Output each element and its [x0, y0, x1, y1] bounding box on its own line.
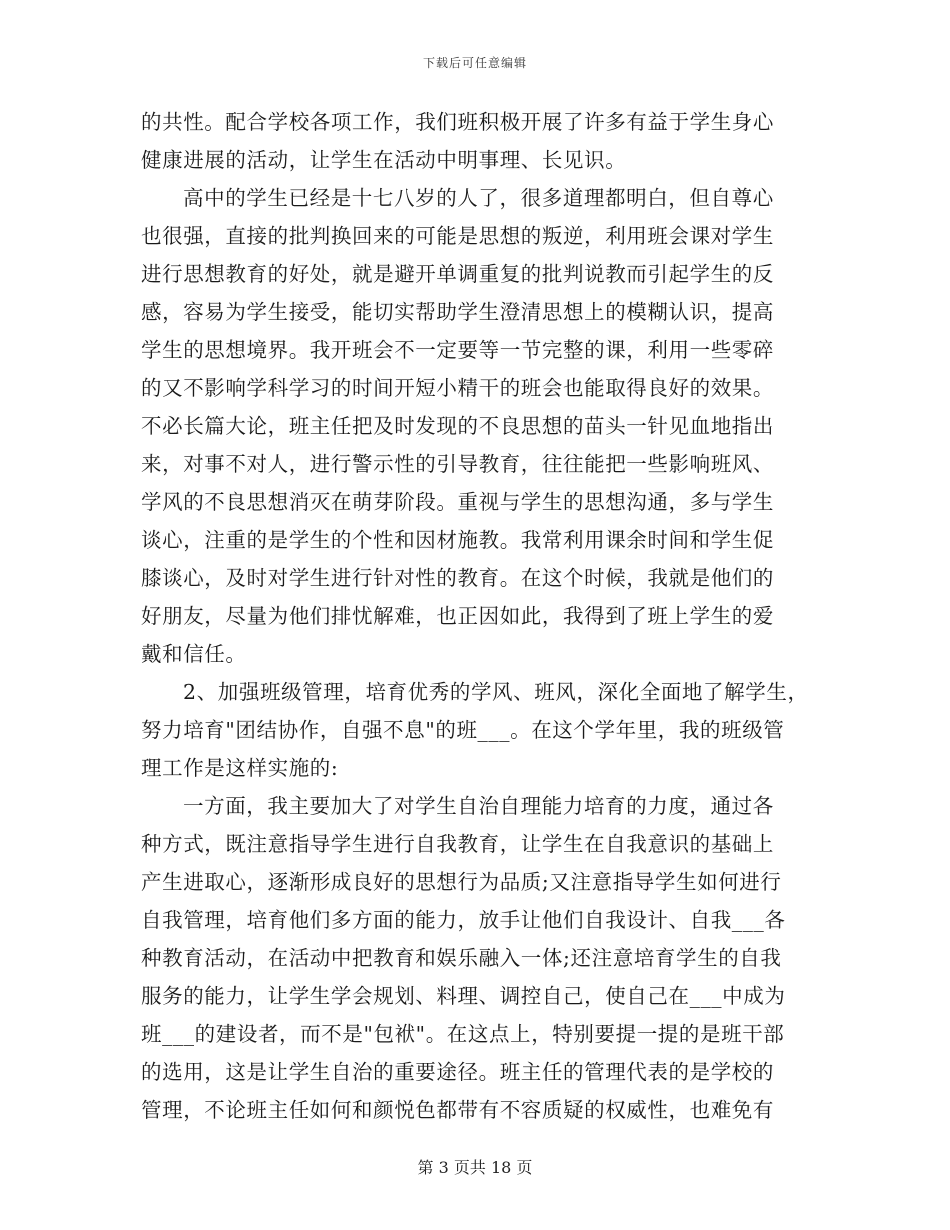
text-line: 不必长篇大论，班主任把及时发现的不良思想的苗头一针见血地指出 — [141, 414, 774, 438]
text-line: 努力培育"团结协作，自强不息"的班___。在这个学年里，我的班级管 — [141, 718, 785, 742]
text-line: 好朋友，尽量为他们排忧解难，也正因如此，我得到了班上学生的爱 — [141, 604, 774, 628]
page-footer: 第 3 页共 18 页 — [417, 1158, 533, 1177]
text-line: 种教育活动，在活动中把教育和娱乐融入一体;还注意培育学生的自我 — [141, 946, 782, 970]
paragraph-start-line: 高中的学生已经是十七八岁的人了，很多道理都明白，但自尊心 — [183, 186, 774, 210]
paragraph-start-line: 2、加强班级管理，培育优秀的学风、班风，深化全面地了解学生， — [183, 680, 809, 704]
text-line: 学风的不良思想消灭在萌芽阶段。重视与学生的思想沟通，多与学生 — [141, 490, 774, 514]
page-header: 下载后可任意编辑 — [422, 56, 527, 70]
text-line: 的选用，这是让学生自治的重要途径。班主任的管理代表的是学校的 — [141, 1060, 774, 1084]
text-line: 也很强，直接的批判换回来的可能是思想的叛逆，利用班会课对学生 — [141, 224, 774, 248]
text-line: 健康进展的活动，让学生在活动中明事理、长见识。 — [141, 148, 627, 172]
text-line: 服务的能力，让学生学会规划、料理、调控自己，使自己在___中成为 — [141, 984, 786, 1008]
text-line: 谈心，注重的是学生的个性和因材施教。我常利用课余时间和学生促 — [141, 528, 774, 552]
text-line: 感，容易为学生接受，能切实帮助学生澄清思想上的模糊认识，提高 — [141, 300, 774, 324]
text-line: 的共性。配合学校各项工作，我们班积极开展了许多有益于学生身心 — [141, 110, 774, 134]
text-line: 理工作是这样实施的: — [141, 756, 339, 780]
paragraph-start-line: 一方面，我主要加大了对学生自治自理能力培育的力度，通过各 — [183, 794, 774, 818]
text-line: 产生进取心，逐渐形成良好的思想行为品质;又注意指导学生如何进行 — [141, 870, 782, 894]
text-line: 的又不影响学科学习的时间开短小精干的班会也能取得良好的效果。 — [141, 376, 774, 400]
text-line: 种方式，既注意指导学生进行自我教育，让学生在自我意识的基础上 — [141, 832, 774, 856]
document-body — [141, 103, 831, 1129]
text-line: 管理，不论班主任如何和颜悦色都带有不容质疑的权威性，也难免有 — [141, 1098, 774, 1122]
text-line: 学生的思想境界。我开班会不一定要等一节完整的课，利用一些零碎 — [141, 338, 774, 362]
text-line: 班___的建设者，而不是"包袱"。在这点上，特别要提一提的是班干部 — [141, 1022, 785, 1046]
text-line: 自我管理，培育他们多方面的能力，放手让他们自我设计、自我___各 — [141, 908, 786, 932]
text-line: 来，对事不对人，进行警示性的引导教育，往往能把一些影响班风、 — [141, 452, 774, 476]
text-line: 戴和信任。 — [141, 642, 247, 666]
text-line: 进行思想教育的好处，就是避开单调重复的批判说教而引起学生的反 — [141, 262, 774, 286]
text-line: 膝谈心，及时对学生进行针对性的教育。在这个时候，我就是他们的 — [141, 566, 774, 590]
